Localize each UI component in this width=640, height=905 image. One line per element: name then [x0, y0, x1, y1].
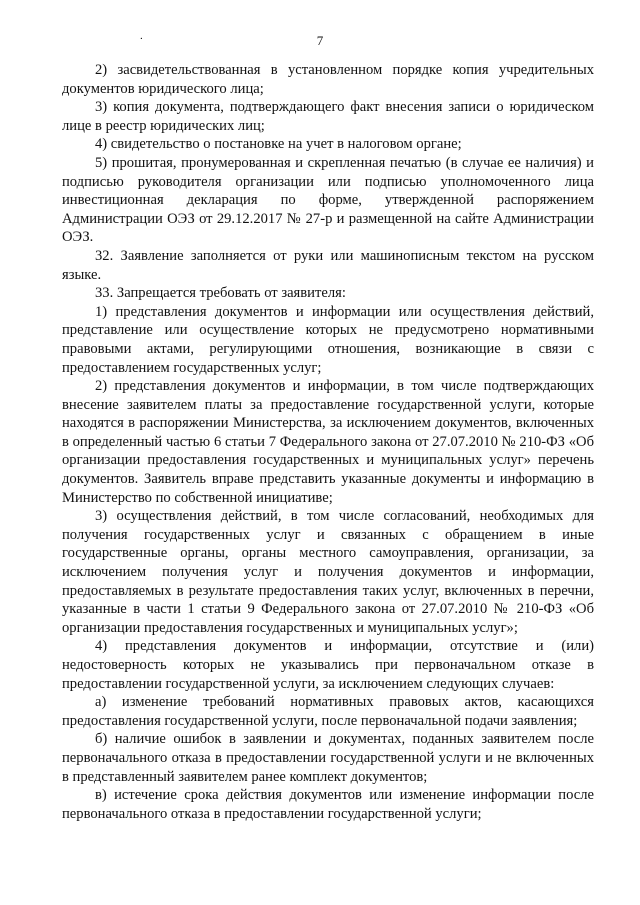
document-body: [62, 61, 594, 823]
paragraph-clause-33: 33. Запрещается требовать от заявителя:: [95, 285, 346, 302]
paragraph-item-2-charter-copy: 2) засвидетельствованная в установленном порядке копия учредительных документов юридического лица;: [62, 62, 594, 97]
paragraph-case-b: б) наличие ошибок в заявлении и документах, поданных заявителем после первоначального отказа в предоставлении государственной услуги и не включенных в представленный заявителем ранее комплект документов;: [62, 731, 594, 785]
scan-mark: .: [140, 30, 143, 42]
paragraph-item-4-tax-certificate: 4) свидетельство о постановке на учет в налоговом органе;: [95, 136, 462, 153]
paragraph-prohibition-2: 2) представления документов и информации, в том числе подтверждающих внесение заявителем платы за предоставление государственной услуги, которые находятся в распоряжении Министерства, за исключением документов, включенных в определенный частью 6 статьи 7 Федерального закона от 27.07.2010 № 210-ФЗ «Об организации предоставления государственных и муниципальных услуг» перечень документов. Заявитель вправе представить указанные документы и информацию в Министерство по собственной инициативе;: [62, 378, 594, 506]
paragraph-prohibition-4: 4) представления документов и информации, отсутствие и (или) недостоверность которых не указывались при первоначальном отказе в предоставлении государственной услуги, за исключением следующих случаев:: [62, 638, 594, 692]
paragraph-prohibition-3: 3) осуществления действий, в том числе согласований, необходимых для получения государственных услуг и связанных с обращением в иные государственные органы, органы местного самоуправления, организации, за исключением получения услуг и получения документов и информации, предоставляемых в результате предоставления таких услуг, включенных в перечни, указанные в части 1 статьи 9 Федерального закона от 27.07.2010 № 210-ФЗ «Об организации предоставления государственных и муниципальных услуг»;: [62, 508, 594, 636]
page-number: 7: [316, 33, 324, 48]
paragraph-clause-32: 32. Заявление заполняется от руки или машинописным текстом на русском языке.: [62, 247, 594, 283]
paragraph-item-3-registry-record: 3) копия документа, подтверждающего факт внесения записи о юридическом лице в реестр юридических лиц;: [62, 99, 594, 134]
paragraph-case-v: в) истечение срока действия документов или изменение информации после первоначального отказа в предоставлении государственной услуги;: [62, 787, 594, 822]
paragraph-case-a: а) изменение требований нормативных правовых актов, касающихся предоставления государственной услуги, после первоначальной подачи заявления;: [62, 694, 594, 729]
paragraph-prohibition-1: 1) представления документов и информации или осуществления действий, представление или осуществление которых не предусмотрено нормативными правовыми актами, регулирующими отношения, возникающие в связи с предоставлением государственных услуг;: [62, 303, 594, 376]
paragraph-item-5-investment-declaration: 5) прошитая, пронумерованная и скрепленная печатью (в случае ее наличия) и подписью руководителя организации или подписью уполномоченного лица инвестиционная декларация по форме, утвержденной распоряжением Администрации ОЭЗ от 29.12.2017 № 27-р и размещенной на сайте Администрации ОЭЗ.: [62, 154, 594, 246]
